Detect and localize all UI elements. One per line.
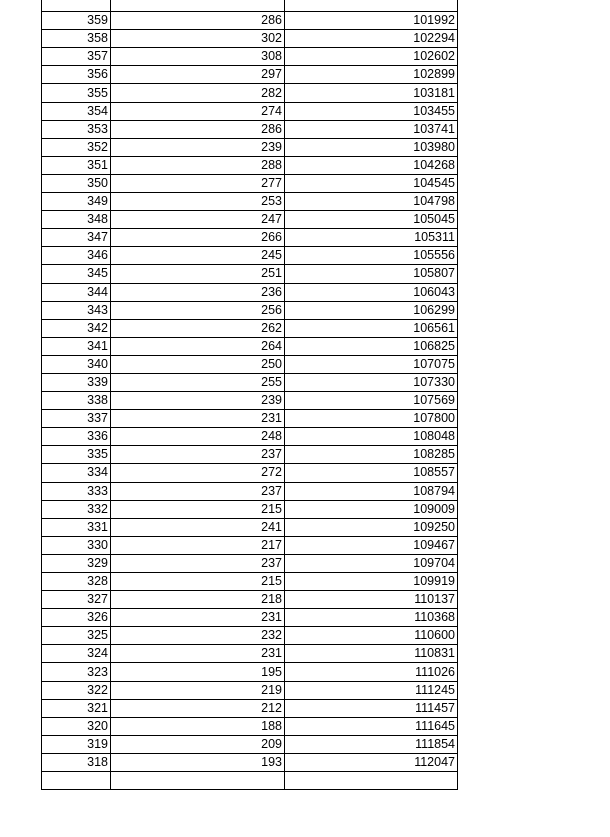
- cell-col-b[interactable]: 288: [111, 156, 285, 174]
- data-table: [41, 0, 458, 790]
- cell-col-b[interactable]: [111, 0, 285, 12]
- cell-col-c[interactable]: 110368: [285, 609, 458, 627]
- cell-col-c[interactable]: 107800: [285, 410, 458, 428]
- table-row: [42, 627, 458, 645]
- table-row: [42, 48, 458, 66]
- cell-col-c[interactable]: 105556: [285, 247, 458, 265]
- cell-col-b[interactable]: 218: [111, 591, 285, 609]
- table-row: [42, 193, 458, 211]
- cell-col-c[interactable]: 105311: [285, 229, 458, 247]
- cell-col-a[interactable]: 330: [42, 536, 111, 554]
- cell-col-c[interactable]: 108048: [285, 428, 458, 446]
- cell-col-c[interactable]: 107075: [285, 355, 458, 373]
- cell-col-c[interactable]: 112047: [285, 753, 458, 771]
- cell-col-b[interactable]: 308: [111, 48, 285, 66]
- table-row: [42, 717, 458, 735]
- table-row: [42, 301, 458, 319]
- table-row: [42, 663, 458, 681]
- table-row: [42, 681, 458, 699]
- table-row: [42, 84, 458, 102]
- cell-col-c[interactable]: 109919: [285, 573, 458, 591]
- cell-col-b[interactable]: 217: [111, 536, 285, 554]
- cell-col-b[interactable]: 250: [111, 355, 285, 373]
- cell-col-a[interactable]: 357: [42, 48, 111, 66]
- cell-col-c[interactable]: 110600: [285, 627, 458, 645]
- table-row: [42, 573, 458, 591]
- cell-col-b[interactable]: 255: [111, 373, 285, 391]
- table-row: [42, 265, 458, 283]
- cell-col-b[interactable]: 302: [111, 30, 285, 48]
- cell-col-a[interactable]: 353: [42, 120, 111, 138]
- cell-col-c[interactable]: 106299: [285, 301, 458, 319]
- table-row: [42, 536, 458, 554]
- cell-col-b[interactable]: 253: [111, 193, 285, 211]
- cell-col-a[interactable]: 326: [42, 609, 111, 627]
- cell-col-c[interactable]: [285, 772, 458, 790]
- cell-col-a[interactable]: 337: [42, 410, 111, 428]
- cell-col-a[interactable]: [42, 0, 111, 12]
- cell-col-c[interactable]: 109009: [285, 500, 458, 518]
- cell-col-a[interactable]: 343: [42, 301, 111, 319]
- cell-col-a[interactable]: 331: [42, 518, 111, 536]
- cell-col-a[interactable]: 338: [42, 392, 111, 410]
- cell-col-b[interactable]: 264: [111, 337, 285, 355]
- cell-col-c[interactable]: 110137: [285, 591, 458, 609]
- cell-col-c[interactable]: 102602: [285, 48, 458, 66]
- cell-col-a[interactable]: 344: [42, 283, 111, 301]
- cell-col-b[interactable]: 247: [111, 211, 285, 229]
- cell-col-c[interactable]: 108285: [285, 446, 458, 464]
- table-body: [42, 0, 458, 790]
- table-row: [42, 156, 458, 174]
- cell-col-b[interactable]: 232: [111, 627, 285, 645]
- cell-col-b[interactable]: 248: [111, 428, 285, 446]
- cell-col-c[interactable]: 104545: [285, 174, 458, 192]
- table-row: [42, 500, 458, 518]
- cell-col-c[interactable]: 106043: [285, 283, 458, 301]
- cell-col-c[interactable]: 108557: [285, 464, 458, 482]
- cell-col-c[interactable]: 107330: [285, 373, 458, 391]
- cell-col-c[interactable]: 103455: [285, 102, 458, 120]
- table-row: [42, 102, 458, 120]
- cell-col-a[interactable]: 349: [42, 193, 111, 211]
- cell-col-a[interactable]: 328: [42, 573, 111, 591]
- table-row: [42, 392, 458, 410]
- cell-col-b[interactable]: 266: [111, 229, 285, 247]
- table-row: [42, 464, 458, 482]
- cell-col-b[interactable]: 195: [111, 663, 285, 681]
- cell-col-b[interactable]: 236: [111, 283, 285, 301]
- cell-col-b[interactable]: 286: [111, 12, 285, 30]
- table-row: [42, 0, 458, 12]
- table-row: [42, 247, 458, 265]
- cell-col-b[interactable]: 245: [111, 247, 285, 265]
- cell-col-a[interactable]: 356: [42, 66, 111, 84]
- table-row: [42, 518, 458, 536]
- cell-col-a[interactable]: 355: [42, 84, 111, 102]
- cell-col-a[interactable]: 332: [42, 500, 111, 518]
- cell-col-a[interactable]: 354: [42, 102, 111, 120]
- table-row: [42, 410, 458, 428]
- cell-col-c[interactable]: 111457: [285, 699, 458, 717]
- cell-col-a[interactable]: 340: [42, 355, 111, 373]
- cell-col-b[interactable]: 215: [111, 573, 285, 591]
- cell-col-c[interactable]: [285, 0, 458, 12]
- cell-col-b[interactable]: 188: [111, 717, 285, 735]
- cell-col-c[interactable]: 109704: [285, 554, 458, 572]
- table-row: [42, 319, 458, 337]
- cell-col-c[interactable]: 103181: [285, 84, 458, 102]
- cell-col-a[interactable]: 324: [42, 645, 111, 663]
- cell-col-a[interactable]: 321: [42, 699, 111, 717]
- table-row: [42, 355, 458, 373]
- cell-col-a[interactable]: 318: [42, 753, 111, 771]
- cell-col-a[interactable]: 329: [42, 554, 111, 572]
- table-row: [42, 772, 458, 790]
- cell-col-b[interactable]: 272: [111, 464, 285, 482]
- cell-col-c[interactable]: 102899: [285, 66, 458, 84]
- cell-col-b[interactable]: 239: [111, 392, 285, 410]
- table-row: [42, 229, 458, 247]
- cell-col-b[interactable]: 237: [111, 446, 285, 464]
- cell-col-c[interactable]: 103980: [285, 138, 458, 156]
- cell-col-b[interactable]: 193: [111, 753, 285, 771]
- cell-col-a[interactable]: 322: [42, 681, 111, 699]
- cell-col-b[interactable]: 256: [111, 301, 285, 319]
- table-row: [42, 609, 458, 627]
- cell-col-b[interactable]: 277: [111, 174, 285, 192]
- table-row: [42, 699, 458, 717]
- cell-col-c[interactable]: 106561: [285, 319, 458, 337]
- cell-col-a[interactable]: 327: [42, 591, 111, 609]
- table-row: [42, 30, 458, 48]
- cell-col-b[interactable]: 297: [111, 66, 285, 84]
- cell-col-a[interactable]: 336: [42, 428, 111, 446]
- cell-col-a[interactable]: 346: [42, 247, 111, 265]
- table-row: [42, 482, 458, 500]
- table-row: [42, 12, 458, 30]
- table-row: [42, 283, 458, 301]
- table-row: [42, 428, 458, 446]
- table-row: [42, 120, 458, 138]
- cell-col-b[interactable]: 231: [111, 645, 285, 663]
- cell-col-c[interactable]: 101992: [285, 12, 458, 30]
- cell-col-b[interactable]: 251: [111, 265, 285, 283]
- cell-col-b[interactable]: 241: [111, 518, 285, 536]
- cell-col-a[interactable]: 325: [42, 627, 111, 645]
- cell-col-c[interactable]: 110831: [285, 645, 458, 663]
- cell-col-a[interactable]: 333: [42, 482, 111, 500]
- cell-col-c[interactable]: 109250: [285, 518, 458, 536]
- cell-col-a[interactable]: 342: [42, 319, 111, 337]
- cell-col-a[interactable]: 341: [42, 337, 111, 355]
- table-row: [42, 211, 458, 229]
- cell-col-a[interactable]: 352: [42, 138, 111, 156]
- cell-col-c[interactable]: 104798: [285, 193, 458, 211]
- cell-col-b[interactable]: 212: [111, 699, 285, 717]
- cell-col-a[interactable]: 359: [42, 12, 111, 30]
- cell-col-c[interactable]: 104268: [285, 156, 458, 174]
- cell-col-a[interactable]: 350: [42, 174, 111, 192]
- cell-col-c[interactable]: 111854: [285, 735, 458, 753]
- cell-col-b[interactable]: 209: [111, 735, 285, 753]
- table-row: [42, 337, 458, 355]
- cell-col-b[interactable]: 219: [111, 681, 285, 699]
- cell-col-a[interactable]: 345: [42, 265, 111, 283]
- cell-col-b[interactable]: 286: [111, 120, 285, 138]
- table-row: [42, 645, 458, 663]
- cell-col-a[interactable]: 320: [42, 717, 111, 735]
- cell-col-b[interactable]: [111, 772, 285, 790]
- cell-col-a[interactable]: 339: [42, 373, 111, 391]
- cell-col-a[interactable]: 319: [42, 735, 111, 753]
- table-row: [42, 735, 458, 753]
- cell-col-a[interactable]: 348: [42, 211, 111, 229]
- table-row: [42, 66, 458, 84]
- cell-col-c[interactable]: 103741: [285, 120, 458, 138]
- cell-col-c[interactable]: 107569: [285, 392, 458, 410]
- cell-col-c[interactable]: 102294: [285, 30, 458, 48]
- cell-col-c[interactable]: 105807: [285, 265, 458, 283]
- table-row: [42, 554, 458, 572]
- cell-col-c[interactable]: 111026: [285, 663, 458, 681]
- table-row: [42, 174, 458, 192]
- cell-col-a[interactable]: 351: [42, 156, 111, 174]
- cell-col-b[interactable]: 215: [111, 500, 285, 518]
- table-row: [42, 373, 458, 391]
- table-row: [42, 138, 458, 156]
- cell-col-b[interactable]: 274: [111, 102, 285, 120]
- cell-col-b[interactable]: 239: [111, 138, 285, 156]
- table-row: [42, 591, 458, 609]
- cell-col-c[interactable]: 111245: [285, 681, 458, 699]
- table-row: [42, 446, 458, 464]
- cell-col-c[interactable]: 105045: [285, 211, 458, 229]
- cell-col-a[interactable]: 323: [42, 663, 111, 681]
- cell-col-a[interactable]: 334: [42, 464, 111, 482]
- cell-col-c[interactable]: 106825: [285, 337, 458, 355]
- table-row: [42, 753, 458, 771]
- cell-col-b[interactable]: 231: [111, 410, 285, 428]
- cell-col-b[interactable]: 237: [111, 482, 285, 500]
- cell-col-c[interactable]: 108794: [285, 482, 458, 500]
- cell-col-a[interactable]: [42, 772, 111, 790]
- cell-col-b[interactable]: 231: [111, 609, 285, 627]
- cell-col-a[interactable]: 358: [42, 30, 111, 48]
- cell-col-b[interactable]: 237: [111, 554, 285, 572]
- cell-col-c[interactable]: 111645: [285, 717, 458, 735]
- cell-col-c[interactable]: 109467: [285, 536, 458, 554]
- cell-col-b[interactable]: 262: [111, 319, 285, 337]
- cell-col-a[interactable]: 335: [42, 446, 111, 464]
- cell-col-a[interactable]: 347: [42, 229, 111, 247]
- cell-col-b[interactable]: 282: [111, 84, 285, 102]
